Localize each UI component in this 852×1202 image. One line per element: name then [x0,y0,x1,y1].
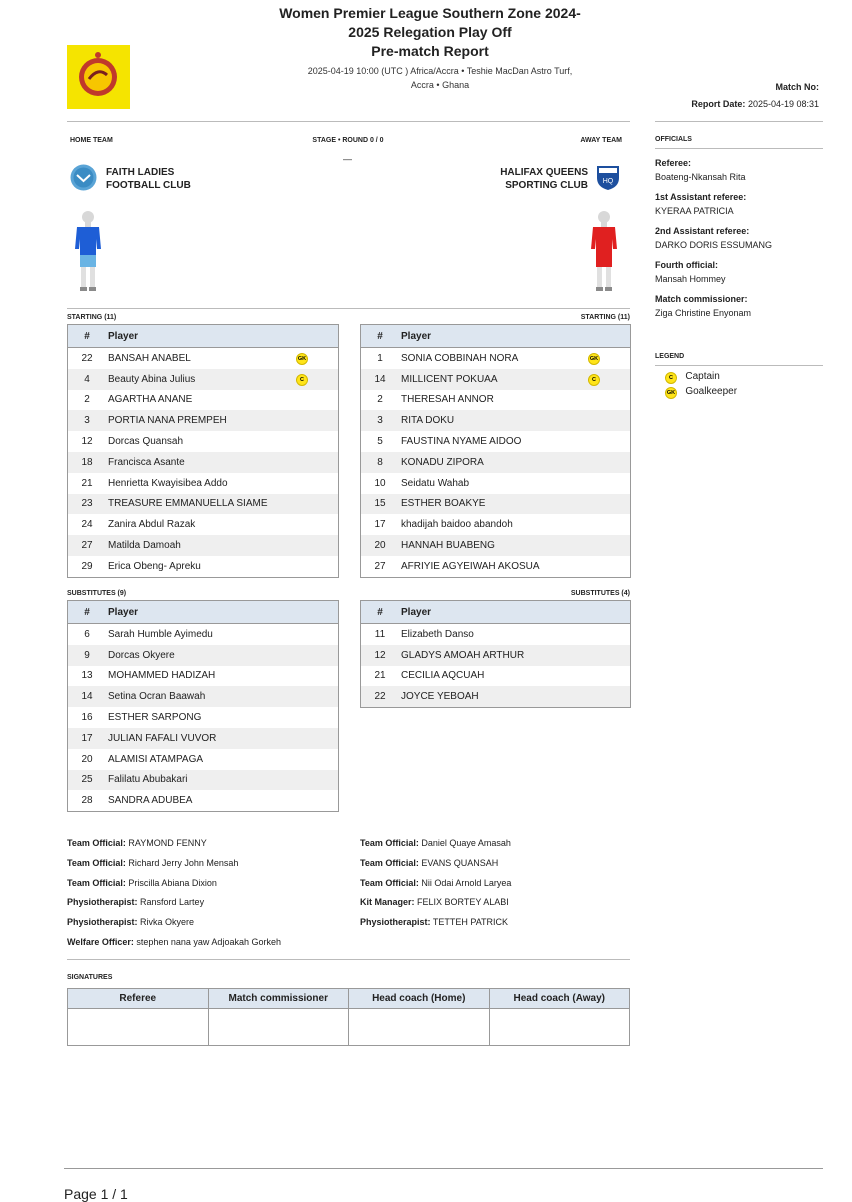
team-official-entry [360,874,511,894]
away-crest-icon [594,163,622,196]
player-row [361,369,630,390]
player-row [68,369,338,390]
official-role: 2nd Assistant referee: [655,226,750,236]
team-official-name: TETTEH PATRICK [432,917,509,928]
team-official-name: FELIX BORTEY ALABI [417,897,509,908]
player-number: 22 [361,686,399,707]
team-official-entry [67,834,281,854]
player-row [68,556,338,577]
player-name: SONIA COBBINAH NORA [401,352,519,364]
col-num-header: # [68,601,106,624]
player-number: 17 [374,519,386,531]
player-badge-cell [296,431,338,452]
player-number: 2 [377,394,383,406]
player-badge-cell [296,473,338,494]
player-number: 15 [361,494,399,515]
player-number: 8 [361,452,399,473]
legend [665,369,737,399]
player-number: 25 [68,770,106,791]
goalkeeper-badge-icon: GK [588,353,600,365]
report-date: Report Date: 2025-04-19 08:31 [691,99,819,109]
captain-badge-icon: C [588,374,600,386]
player-name: GLADYS AMOAH ARTHUR [399,645,630,666]
home-kit-icon [72,209,104,298]
player-row [68,494,338,515]
player-number: 9 [68,645,106,666]
goalkeeper-badge-icon: GK [296,353,308,365]
player-name: TREASURE EMMANUELLA SIAME [106,494,296,515]
player-name: ALAMISI ATAMPAGA [108,753,204,765]
player-name: ESTHER BOAKYE [399,494,588,515]
team-official-role: Physiotherapist: [67,897,138,908]
team-official-name: Daniel Quaye Amasah [421,838,511,848]
team-official-role: Team Official: [67,877,126,888]
player-row [361,645,630,666]
player-number: 3 [68,410,106,431]
official-name: DARKO DORIS ESSUMANG [655,239,773,250]
player-name: CECILIA AQCUAH [401,670,485,682]
away-team-name: HALIFAX QUEENS SPORTING CLUB [500,167,588,191]
match-datetime-venue: 2025-04-19 10:00 (UTC ) Africa/Accra • Teshie MacDan Astro Turf, Accra • Ghana [307,66,573,90]
player-name: Matilda Damoah [106,535,296,556]
player-number: 18 [68,452,106,473]
player-number: 21 [81,477,93,489]
score-dash: — [343,154,352,164]
player-row [361,624,630,645]
player-number: 12 [81,436,93,448]
official-entry [655,191,823,218]
player-name: ESTHER SARPONG [108,712,202,724]
col-player-header: Player [399,325,588,348]
team-official-entry [360,854,511,874]
goalkeeper-badge-icon: GK [665,387,677,399]
official-role: 1st Assistant referee: [655,192,747,202]
player-badge-cell [588,348,630,369]
player-name: JULIAN FAFALI VUVOR [106,728,338,749]
team-official-role: Team Official: [360,838,419,848]
player-number: 20 [361,535,399,556]
captain-badge-icon: C [665,372,677,384]
team-official-entry [67,874,281,894]
player-name: AGARTHA ANANE [108,394,193,406]
player-row [68,728,338,749]
player-row [68,707,338,728]
official-entry [655,293,823,320]
team-official-name: Nii Odai Arnold Laryea [421,877,512,888]
player-row [68,348,338,369]
page-number: Page 1 / 1 [64,1186,128,1202]
player-badge-cell [588,514,630,535]
team-official-name: Ransford Lartey [140,897,205,908]
player-row [68,624,338,645]
player-row [361,410,630,431]
player-number: 24 [81,519,93,531]
team-official-entry [67,893,281,913]
team-official-role: Team Official: [360,877,419,888]
player-number: 17 [68,728,106,749]
player-row [361,666,630,687]
official-name: Boateng-Nkansah Rita [655,171,746,182]
player-name: FAUSTINA NYAME AIDOO [401,436,522,448]
team-official-entry [67,913,281,933]
team-official-role: Team Official: [360,857,419,868]
player-name: JOYCE YEBOAH [399,686,630,707]
signature-column-header: Match commissioner [208,989,349,1009]
col-num-header: # [361,325,399,348]
report-title: Women Premier League Southern Zone 2024- 2025 Relegation Play Off Pre-match Report [279,5,581,59]
home-team-name: FAITH LADIES FOOTBALL CLUB [106,167,191,191]
player-badge-cell [588,556,630,577]
player-row [361,494,630,515]
team-official-name: RAYMOND FENNY [128,838,207,848]
divider [67,308,630,309]
player-name: Falilatu Abubakari [106,770,338,791]
home-subs-table [67,600,339,812]
svg-text:HQ: HQ [602,178,614,185]
player-name: Dorcas Quansah [108,436,184,448]
home-crest-icon [70,164,97,196]
divider [655,365,823,366]
signature-box[interactable] [349,1009,490,1046]
player-badge-cell [588,494,630,515]
player-name: Elizabeth Danso [401,628,474,640]
team-official-role: Physiotherapist: [360,917,431,928]
team-official-name: EVANS QUANSAH [421,857,499,868]
legend-goalkeeper: GK Goalkeeper [666,386,738,397]
player-number: 12 [361,645,399,666]
legend-heading: LEGEND [655,353,685,360]
player-number: 13 [81,670,93,682]
player-name: Dorcas Okyere [106,645,338,666]
player-row [361,556,630,577]
player-row [361,686,630,707]
player-number: 2 [84,394,90,406]
player-number: 29 [81,560,93,572]
signature-box[interactable] [208,1009,349,1046]
player-row [68,666,338,687]
official-entry [655,225,823,252]
player-badge-cell [296,369,338,390]
official-name: Mansah Hommey [655,273,726,284]
player-name: Zanira Abdul Razak [108,519,196,531]
player-badge-cell [296,556,338,577]
signature-box[interactable] [489,1009,630,1046]
away-kit-icon [588,209,620,298]
player-badge-cell [588,390,630,411]
team-official-role: Team Official: [67,857,126,868]
col-num-header: # [361,601,399,624]
team-official-entry [67,933,281,953]
player-row [361,390,630,411]
player-name: Setina Ocran Baawah [106,686,338,707]
team-official-name: Richard Jerry John Mensah [128,857,239,868]
player-name: Erica Obeng- Apreku [108,560,201,572]
divider [655,121,823,122]
player-row [68,645,338,666]
official-name: Ziga Christine Enyonam [655,307,752,318]
team-official-role: Welfare Officer: [67,936,134,947]
player-name: THERESAH ANNOR [401,394,494,406]
player-badge-cell [296,452,338,473]
team-official-entry [360,913,511,933]
home-team-officials [67,834,281,953]
team-official-entry [360,834,511,854]
official-entry [655,259,823,286]
official-role: Referee: [655,158,692,168]
col-player-header: Player [106,325,296,348]
player-badge-cell [296,410,338,431]
player-name: RITA DOKU [399,410,588,431]
player-name: Beauty Abina Julius [106,369,296,390]
official-role: Match commissioner: [655,294,748,304]
away-starting-table [360,324,631,578]
player-name: khadijah baidoo abandoh [401,519,513,531]
team-official-role: Physiotherapist: [67,917,138,928]
player-name: Sarah Humble Ayimedu [108,628,213,640]
away-subs-label: SUBSTITUTES (4) [570,590,630,597]
signatures-heading: SIGNATURES [67,974,113,981]
player-badge-cell [296,494,338,515]
col-player-header: Player [106,601,338,624]
home-starting-table [67,324,339,578]
player-badge-cell [588,452,630,473]
player-number: 16 [81,712,93,724]
player-row [361,348,630,369]
player-badge-cell [588,410,630,431]
signature-column-header: Head coach (Home) [349,989,490,1009]
player-badge-cell [296,535,338,556]
player-name: Henrietta Kwayisibea Addo [108,477,228,489]
team-official-entry [67,854,281,874]
player-number: 20 [81,753,93,765]
officials-list [655,157,823,327]
team-official-name: stephen nana yaw Adjoakah Gorkeh [136,936,281,947]
player-row [68,390,338,411]
player-number: 27 [68,535,106,556]
home-starting-label: STARTING (11) [67,314,117,321]
player-number: 22 [81,352,93,364]
player-name: MILLICENT POKUAA [399,369,588,390]
footer-divider [64,1168,823,1169]
official-name: KYERAA PATRICIA [655,205,734,216]
player-number: 23 [68,494,106,515]
player-row [68,410,338,431]
player-number: 4 [68,369,106,390]
league-logo [67,45,130,109]
player-badge-cell [296,514,338,535]
player-row [68,770,338,791]
captain-badge-icon: C [296,374,308,386]
away-starting-label: STARTING (11) [580,314,630,321]
player-number: 28 [81,795,93,807]
player-row [361,473,630,494]
signature-box[interactable] [68,1009,209,1046]
player-name: HANNAH BUABENG [399,535,588,556]
player-number: 1 [377,352,383,364]
player-row [68,431,338,452]
player-row [361,514,630,535]
player-number: 11 [374,628,386,640]
home-team-label: HOME TEAM [70,137,113,144]
player-name: SANDRA ADUBEA [108,795,193,807]
divider [67,121,630,122]
official-role: Fourth official: [655,260,718,270]
stage-round: STAGE • ROUND 0 / 0 [312,137,384,144]
player-row [361,431,630,452]
player-row [68,790,338,811]
officials-heading: OFFICIALS [655,136,692,143]
player-row [68,749,338,770]
away-team-officials [360,834,511,933]
match-number: Match No: [775,82,819,92]
player-badge-cell [296,348,338,369]
player-number: 5 [377,436,383,448]
player-badge-cell [588,535,630,556]
player-row [68,452,338,473]
player-name: PORTIA NANA PREMPEH [106,410,296,431]
player-number: 21 [374,670,386,682]
player-number: 6 [84,628,90,640]
divider [655,148,823,149]
player-name: BANSAH ANABEL [108,352,191,364]
col-player-header: Player [399,601,630,624]
player-number: 27 [374,560,386,572]
signatures-table [67,988,630,1046]
player-badge-cell [588,473,630,494]
player-name: Seidatu Wahab [401,477,470,489]
player-number: 10 [374,477,386,489]
player-name: MOHAMMED HADIZAH [108,670,216,682]
player-name: AFRIYIE AGYEIWAH AKOSUA [401,560,540,572]
away-subs-table [360,600,631,708]
player-badge-cell [588,369,630,390]
team-official-name: Priscilla Abiana Dixion [128,877,217,888]
player-number: 14 [361,369,399,390]
player-row [68,473,338,494]
player-number: 3 [361,410,399,431]
col-num-header: # [68,325,106,348]
player-row [361,452,630,473]
player-badge-cell [588,431,630,452]
team-official-role: Team Official: [67,838,126,848]
player-row [68,535,338,556]
player-row [68,686,338,707]
divider [67,959,630,960]
player-name: KONADU ZIPORA [399,452,588,473]
team-official-entry [360,893,511,913]
official-entry [655,157,823,184]
signature-column-header: Head coach (Away) [489,989,630,1009]
player-row [68,514,338,535]
team-official-role: Kit Manager: [360,897,415,908]
home-subs-label: SUBSTITUTES (9) [67,590,127,597]
team-official-name: Rivka Okyere [140,917,195,928]
player-badge-cell [296,390,338,411]
player-row [361,535,630,556]
player-number: 14 [68,686,106,707]
signature-column-header: Referee [68,989,209,1009]
player-name: Francisca Asante [106,452,296,473]
legend-captain: C Captain [665,369,737,384]
away-team-label: AWAY TEAM [580,137,622,144]
